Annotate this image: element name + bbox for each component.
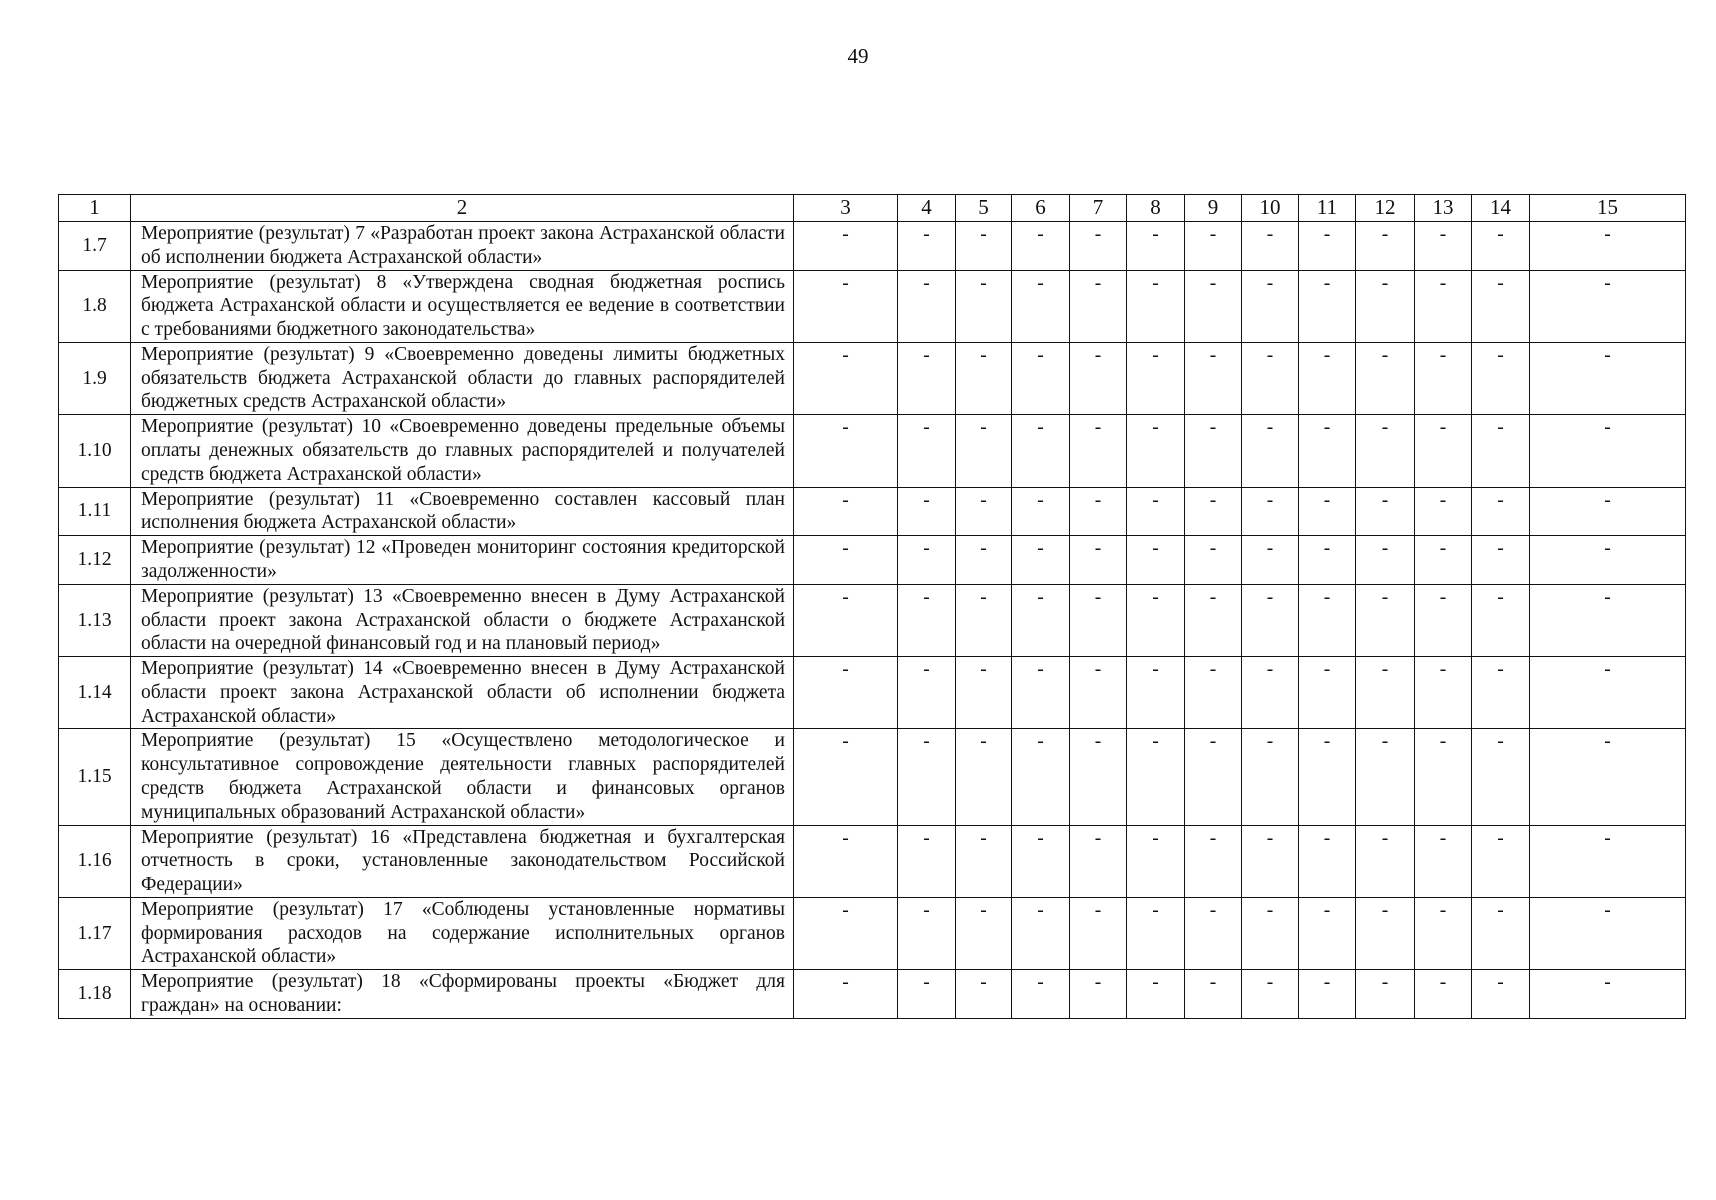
- value-cell-col-15: -: [1530, 584, 1686, 656]
- row-number: 1.16: [59, 825, 131, 897]
- value-cell-col-11: -: [1299, 584, 1356, 656]
- table-row: [59, 825, 1686, 897]
- value-cell-col-14: -: [1472, 487, 1530, 536]
- value-cell-col-7: -: [1070, 536, 1127, 585]
- value-cell-col-15: -: [1530, 415, 1686, 487]
- value-cell-col-13: -: [1415, 825, 1472, 897]
- value-cell-col-7: -: [1070, 415, 1127, 487]
- value-cell-col-15: -: [1530, 729, 1686, 825]
- value-cell-col-13: -: [1415, 536, 1472, 585]
- value-cell-col-12: -: [1356, 657, 1415, 729]
- value-cell-col-4: -: [898, 970, 956, 1019]
- value-cell-col-15: -: [1530, 970, 1686, 1019]
- value-cell-col-3: -: [794, 270, 898, 342]
- value-cell-col-5: -: [956, 657, 1012, 729]
- value-cell-col-10: -: [1242, 270, 1299, 342]
- value-cell-col-12: -: [1356, 536, 1415, 585]
- value-cell-col-6: -: [1012, 342, 1070, 414]
- value-cell-col-9: -: [1185, 415, 1242, 487]
- value-cell-col-11: -: [1299, 970, 1356, 1019]
- value-cell-col-5: -: [956, 222, 1012, 271]
- value-cell-col-15: -: [1530, 270, 1686, 342]
- activity-description: Мероприятие (результат) 8 «Утверждена сводная бюджетная роспись бюджета Астраханской области и осуществляется ее ведение в соответствии с требованиями бюджетного законодательства»: [131, 270, 794, 342]
- value-cell-col-10: -: [1242, 584, 1299, 656]
- value-cell-col-11: -: [1299, 536, 1356, 585]
- column-header-5: 5: [956, 195, 1012, 222]
- table-row: [59, 342, 1686, 414]
- value-cell-col-10: -: [1242, 342, 1299, 414]
- value-cell-col-5: -: [956, 970, 1012, 1019]
- value-cell-col-12: -: [1356, 270, 1415, 342]
- value-cell-col-12: -: [1356, 584, 1415, 656]
- column-header-6: 6: [1012, 195, 1070, 222]
- value-cell-col-5: -: [956, 729, 1012, 825]
- value-cell-col-8: -: [1127, 897, 1185, 969]
- value-cell-col-11: -: [1299, 222, 1356, 271]
- value-cell-col-9: -: [1185, 657, 1242, 729]
- value-cell-col-13: -: [1415, 487, 1472, 536]
- value-cell-col-11: -: [1299, 897, 1356, 969]
- value-cell-col-4: -: [898, 657, 956, 729]
- column-header-7: 7: [1070, 195, 1127, 222]
- value-cell-col-3: -: [794, 729, 898, 825]
- value-cell-col-14: -: [1472, 270, 1530, 342]
- activity-description: Мероприятие (результат) 18 «Сформированы проекты «Бюджет для граждан» на основании:: [131, 970, 794, 1019]
- value-cell-col-14: -: [1472, 342, 1530, 414]
- value-cell-col-9: -: [1185, 729, 1242, 825]
- value-cell-col-8: -: [1127, 487, 1185, 536]
- value-cell-col-14: -: [1472, 222, 1530, 271]
- value-cell-col-10: -: [1242, 536, 1299, 585]
- value-cell-col-9: -: [1185, 825, 1242, 897]
- value-cell-col-3: -: [794, 970, 898, 1019]
- value-cell-col-9: -: [1185, 342, 1242, 414]
- table-row: [59, 729, 1686, 825]
- page-number: 49: [847, 44, 869, 68]
- value-cell-col-14: -: [1472, 415, 1530, 487]
- value-cell-col-10: -: [1242, 222, 1299, 271]
- value-cell-col-6: -: [1012, 487, 1070, 536]
- value-cell-col-6: -: [1012, 222, 1070, 271]
- value-cell-col-13: -: [1415, 342, 1472, 414]
- value-cell-col-14: -: [1472, 729, 1530, 825]
- value-cell-col-5: -: [956, 415, 1012, 487]
- column-header-1: 1: [59, 195, 131, 222]
- value-cell-col-11: -: [1299, 342, 1356, 414]
- value-cell-col-10: -: [1242, 657, 1299, 729]
- activity-description: Мероприятие (результат) 11 «Своевременно составлен кассовый план исполнения бюджета Астраханской области»: [131, 487, 794, 536]
- value-cell-col-14: -: [1472, 657, 1530, 729]
- value-cell-col-14: -: [1472, 536, 1530, 585]
- value-cell-col-11: -: [1299, 415, 1356, 487]
- value-cell-col-13: -: [1415, 970, 1472, 1019]
- value-cell-col-3: -: [794, 536, 898, 585]
- column-header-3: 3: [794, 195, 898, 222]
- value-cell-col-6: -: [1012, 270, 1070, 342]
- row-number: 1.14: [59, 657, 131, 729]
- value-cell-col-7: -: [1070, 825, 1127, 897]
- value-cell-col-5: -: [956, 825, 1012, 897]
- value-cell-col-12: -: [1356, 487, 1415, 536]
- value-cell-col-3: -: [794, 222, 898, 271]
- row-number: 1.13: [59, 584, 131, 656]
- value-cell-col-9: -: [1185, 584, 1242, 656]
- value-cell-col-11: -: [1299, 487, 1356, 536]
- value-cell-col-9: -: [1185, 536, 1242, 585]
- value-cell-col-13: -: [1415, 222, 1472, 271]
- value-cell-col-14: -: [1472, 584, 1530, 656]
- value-cell-col-13: -: [1415, 729, 1472, 825]
- value-cell-col-8: -: [1127, 657, 1185, 729]
- value-cell-col-5: -: [956, 270, 1012, 342]
- value-cell-col-7: -: [1070, 487, 1127, 536]
- value-cell-col-15: -: [1530, 825, 1686, 897]
- value-cell-col-4: -: [898, 415, 956, 487]
- activity-description: Мероприятие (результат) 14 «Своевременно внесен в Думу Астраханской области проект закона Астраханской области об исполнении бюджета Астраханской области»: [131, 657, 794, 729]
- value-cell-col-13: -: [1415, 584, 1472, 656]
- value-cell-col-6: -: [1012, 897, 1070, 969]
- value-cell-col-12: -: [1356, 729, 1415, 825]
- value-cell-col-4: -: [898, 342, 956, 414]
- activity-description: Мероприятие (результат) 15 «Осуществлено методологическое и консультативное сопровождение деятельности главных распорядителей средств бюджета Астраханской области и финансовых органов муниципальных образований Астраханской области»: [131, 729, 794, 825]
- value-cell-col-15: -: [1530, 536, 1686, 585]
- row-number: 1.8: [59, 270, 131, 342]
- value-cell-col-6: -: [1012, 584, 1070, 656]
- row-number: 1.17: [59, 897, 131, 969]
- value-cell-col-9: -: [1185, 897, 1242, 969]
- value-cell-col-4: -: [898, 487, 956, 536]
- row-number: 1.9: [59, 342, 131, 414]
- value-cell-col-3: -: [794, 657, 898, 729]
- value-cell-col-9: -: [1185, 970, 1242, 1019]
- value-cell-col-7: -: [1070, 657, 1127, 729]
- table-row: [59, 584, 1686, 656]
- value-cell-col-10: -: [1242, 729, 1299, 825]
- value-cell-col-8: -: [1127, 270, 1185, 342]
- activity-description: Мероприятие (результат) 13 «Своевременно внесен в Думу Астраханской области проект закона Астраханской области о бюджете Астраханской области на очередной финансовый год и на плановый период»: [131, 584, 794, 656]
- column-header-11: 11: [1299, 195, 1356, 222]
- value-cell-col-8: -: [1127, 825, 1185, 897]
- value-cell-col-10: -: [1242, 825, 1299, 897]
- row-number: 1.15: [59, 729, 131, 825]
- value-cell-col-5: -: [956, 584, 1012, 656]
- activity-description: Мероприятие (результат) 9 «Своевременно доведены лимиты бюджетных обязательств бюджета Астраханской области до главных распорядителей бюджетных средств Астраханской области»: [131, 342, 794, 414]
- value-cell-col-4: -: [898, 825, 956, 897]
- activity-description: Мероприятие (результат) 10 «Своевременно доведены предельные объемы оплаты денежных обязательств до главных распорядителей и получателей средств бюджета Астраханской области»: [131, 415, 794, 487]
- value-cell-col-3: -: [794, 415, 898, 487]
- column-header-8: 8: [1127, 195, 1185, 222]
- value-cell-col-12: -: [1356, 415, 1415, 487]
- value-cell-col-7: -: [1070, 729, 1127, 825]
- value-cell-col-8: -: [1127, 970, 1185, 1019]
- value-cell-col-7: -: [1070, 270, 1127, 342]
- value-cell-col-6: -: [1012, 825, 1070, 897]
- value-cell-col-10: -: [1242, 970, 1299, 1019]
- value-cell-col-4: -: [898, 897, 956, 969]
- row-number: 1.12: [59, 536, 131, 585]
- table-row: [59, 270, 1686, 342]
- row-number: 1.10: [59, 415, 131, 487]
- value-cell-col-8: -: [1127, 536, 1185, 585]
- row-number: 1.18: [59, 970, 131, 1019]
- value-cell-col-13: -: [1415, 270, 1472, 342]
- table-header-row: [59, 195, 1686, 222]
- value-cell-col-5: -: [956, 536, 1012, 585]
- value-cell-col-11: -: [1299, 270, 1356, 342]
- value-cell-col-14: -: [1472, 897, 1530, 969]
- column-header-2: 2: [131, 195, 794, 222]
- value-cell-col-10: -: [1242, 897, 1299, 969]
- value-cell-col-11: -: [1299, 729, 1356, 825]
- table-row: [59, 970, 1686, 1019]
- value-cell-col-6: -: [1012, 729, 1070, 825]
- value-cell-col-7: -: [1070, 342, 1127, 414]
- value-cell-col-9: -: [1185, 270, 1242, 342]
- table-row: [59, 222, 1686, 271]
- activity-description: Мероприятие (результат) 12 «Проведен мониторинг состояния кредиторской задолженности»: [131, 536, 794, 585]
- activity-description: Мероприятие (результат) 17 «Соблюдены установленные нормативы формирования расходов на содержание исполнительных органов Астраханской области»: [131, 897, 794, 969]
- row-number: 1.7: [59, 222, 131, 271]
- value-cell-col-12: -: [1356, 897, 1415, 969]
- value-cell-col-15: -: [1530, 487, 1686, 536]
- table-row: [59, 487, 1686, 536]
- value-cell-col-9: -: [1185, 487, 1242, 536]
- value-cell-col-4: -: [898, 584, 956, 656]
- value-cell-col-8: -: [1127, 729, 1185, 825]
- value-cell-col-5: -: [956, 897, 1012, 969]
- value-cell-col-13: -: [1415, 415, 1472, 487]
- value-cell-col-11: -: [1299, 825, 1356, 897]
- value-cell-col-6: -: [1012, 536, 1070, 585]
- table-row: [59, 536, 1686, 585]
- value-cell-col-8: -: [1127, 222, 1185, 271]
- column-header-9: 9: [1185, 195, 1242, 222]
- value-cell-col-12: -: [1356, 222, 1415, 271]
- value-cell-col-12: -: [1356, 342, 1415, 414]
- value-cell-col-15: -: [1530, 342, 1686, 414]
- value-cell-col-12: -: [1356, 970, 1415, 1019]
- column-header-14: 14: [1472, 195, 1530, 222]
- column-header-10: 10: [1242, 195, 1299, 222]
- activity-description: Мероприятие (результат) 7 «Разработан проект закона Астраханской области об исполнении бюджета Астраханской области»: [131, 222, 794, 271]
- value-cell-col-3: -: [794, 342, 898, 414]
- value-cell-col-6: -: [1012, 970, 1070, 1019]
- activities-table: [58, 194, 1686, 1019]
- value-cell-col-7: -: [1070, 970, 1127, 1019]
- value-cell-col-9: -: [1185, 222, 1242, 271]
- value-cell-col-10: -: [1242, 487, 1299, 536]
- value-cell-col-10: -: [1242, 415, 1299, 487]
- value-cell-col-7: -: [1070, 222, 1127, 271]
- column-header-12: 12: [1356, 195, 1415, 222]
- value-cell-col-4: -: [898, 270, 956, 342]
- value-cell-col-8: -: [1127, 342, 1185, 414]
- column-header-13: 13: [1415, 195, 1472, 222]
- value-cell-col-13: -: [1415, 657, 1472, 729]
- value-cell-col-4: -: [898, 536, 956, 585]
- value-cell-col-4: -: [898, 729, 956, 825]
- activity-description: Мероприятие (результат) 16 «Представлена бюджетная и бухгалтерская отчетность в сроки, установленные законодательством Российской Федерации»: [131, 825, 794, 897]
- value-cell-col-6: -: [1012, 415, 1070, 487]
- value-cell-col-3: -: [794, 897, 898, 969]
- value-cell-col-11: -: [1299, 657, 1356, 729]
- value-cell-col-4: -: [898, 222, 956, 271]
- table-row: [59, 897, 1686, 969]
- value-cell-col-3: -: [794, 584, 898, 656]
- value-cell-col-13: -: [1415, 897, 1472, 969]
- value-cell-col-7: -: [1070, 897, 1127, 969]
- value-cell-col-15: -: [1530, 222, 1686, 271]
- value-cell-col-5: -: [956, 487, 1012, 536]
- value-cell-col-3: -: [794, 825, 898, 897]
- value-cell-col-8: -: [1127, 415, 1185, 487]
- value-cell-col-14: -: [1472, 825, 1530, 897]
- table-body: [59, 222, 1686, 1019]
- value-cell-col-3: -: [794, 487, 898, 536]
- column-header-15: 15: [1530, 195, 1686, 222]
- value-cell-col-5: -: [956, 342, 1012, 414]
- table-row: [59, 415, 1686, 487]
- value-cell-col-12: -: [1356, 825, 1415, 897]
- value-cell-col-15: -: [1530, 657, 1686, 729]
- value-cell-col-7: -: [1070, 584, 1127, 656]
- column-header-4: 4: [898, 195, 956, 222]
- value-cell-col-14: -: [1472, 970, 1530, 1019]
- value-cell-col-6: -: [1012, 657, 1070, 729]
- row-number: 1.11: [59, 487, 131, 536]
- value-cell-col-15: -: [1530, 897, 1686, 969]
- table-row: [59, 657, 1686, 729]
- value-cell-col-8: -: [1127, 584, 1185, 656]
